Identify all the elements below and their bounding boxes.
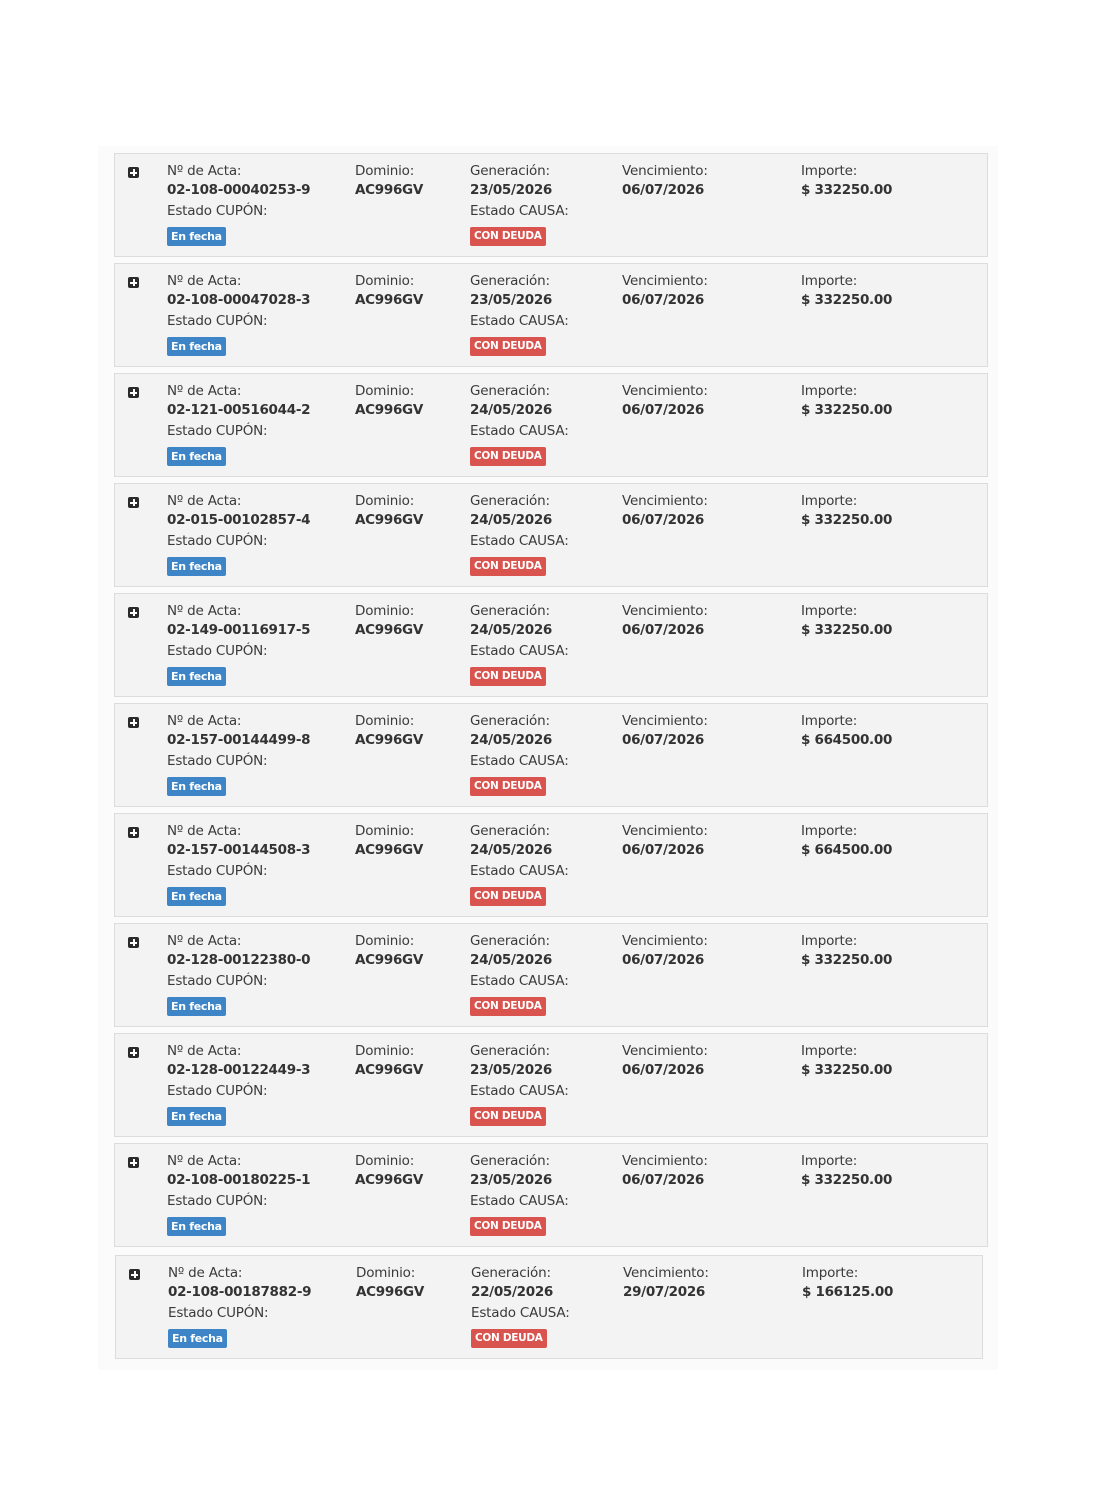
acta-label: Nº de Acta: xyxy=(167,493,242,509)
importe-label: Importe: xyxy=(801,493,858,509)
estado-cupon-badge: En fecha xyxy=(167,667,226,686)
acta-number: 02-108-00040253-9 xyxy=(167,182,311,198)
acta-number: 02-128-00122449-3 xyxy=(167,1062,311,1078)
estado-causa-badge: CON DEUDA xyxy=(470,1217,546,1236)
importe-label: Importe: xyxy=(801,273,858,289)
generacion-value: 24/05/2026 xyxy=(470,842,553,858)
expand-plus-icon[interactable] xyxy=(128,607,139,618)
vencimiento-label: Vencimiento: xyxy=(623,1265,709,1281)
expand-plus-icon[interactable] xyxy=(128,1047,139,1058)
dominio-value: AC996GV xyxy=(355,1062,423,1078)
importe-label: Importe: xyxy=(801,603,858,619)
estado-cupon-label: Estado CUPÓN: xyxy=(168,1305,269,1321)
expand-plus-icon[interactable] xyxy=(128,387,139,398)
generacion-label: Generación: xyxy=(470,713,550,729)
acta-label: Nº de Acta: xyxy=(167,713,242,729)
acta-number: 02-149-00116917-5 xyxy=(167,622,311,638)
acta-label: Nº de Acta: xyxy=(167,1153,242,1169)
dominio-label: Dominio: xyxy=(355,493,415,509)
dominio-value: AC996GV xyxy=(355,512,423,528)
acta-row xyxy=(114,1033,988,1137)
estado-cupon-label: Estado CUPÓN: xyxy=(167,643,268,659)
estado-causa-badge: CON DEUDA xyxy=(471,1329,547,1348)
estado-causa-badge: CON DEUDA xyxy=(470,777,546,796)
dominio-value: AC996GV xyxy=(356,1284,424,1300)
generacion-label: Generación: xyxy=(470,1043,550,1059)
importe-value: $ 332250.00 xyxy=(801,952,893,968)
acta-row xyxy=(114,373,988,477)
acta-row xyxy=(114,263,988,367)
acta-label: Nº de Acta: xyxy=(167,163,242,179)
acta-row xyxy=(115,1255,983,1359)
dominio-label: Dominio: xyxy=(355,933,415,949)
acta-row xyxy=(114,483,988,587)
generacion-value: 23/05/2026 xyxy=(470,1172,553,1188)
estado-cupon-label: Estado CUPÓN: xyxy=(167,863,268,879)
generacion-value: 23/05/2026 xyxy=(470,292,553,308)
generacion-label: Generación: xyxy=(470,493,550,509)
generacion-value: 22/05/2026 xyxy=(471,1284,554,1300)
acta-label: Nº de Acta: xyxy=(167,383,242,399)
estado-cupon-badge: En fecha xyxy=(167,777,226,796)
generacion-value: 24/05/2026 xyxy=(470,952,553,968)
vencimiento-label: Vencimiento: xyxy=(622,163,708,179)
importe-label: Importe: xyxy=(801,163,858,179)
estado-cupon-label: Estado CUPÓN: xyxy=(167,203,268,219)
acta-row xyxy=(114,1143,988,1247)
estado-cupon-label: Estado CUPÓN: xyxy=(167,973,268,989)
estado-causa-badge: CON DEUDA xyxy=(470,337,546,356)
generacion-label: Generación: xyxy=(470,933,550,949)
generacion-value: 23/05/2026 xyxy=(470,182,553,198)
acta-label: Nº de Acta: xyxy=(167,823,242,839)
expand-plus-icon[interactable] xyxy=(128,937,139,948)
dominio-label: Dominio: xyxy=(355,163,415,179)
acta-row xyxy=(114,593,988,697)
estado-cupon-badge: En fecha xyxy=(167,997,226,1016)
expand-plus-icon[interactable] xyxy=(128,497,139,508)
dominio-label: Dominio: xyxy=(355,383,415,399)
importe-value: $ 332250.00 xyxy=(801,512,893,528)
estado-cupon-label: Estado CUPÓN: xyxy=(167,753,268,769)
vencimiento-label: Vencimiento: xyxy=(622,713,708,729)
expand-plus-icon[interactable] xyxy=(128,827,139,838)
vencimiento-value: 06/07/2026 xyxy=(622,402,705,418)
acta-number: 02-121-00516044-2 xyxy=(167,402,311,418)
vencimiento-label: Vencimiento: xyxy=(622,273,708,289)
generacion-value: 23/05/2026 xyxy=(470,1062,553,1078)
importe-value: $ 166125.00 xyxy=(802,1284,894,1300)
importe-label: Importe: xyxy=(801,383,858,399)
expand-plus-icon[interactable] xyxy=(129,1269,140,1280)
acta-number: 02-108-00180225-1 xyxy=(167,1172,311,1188)
estado-cupon-label: Estado CUPÓN: xyxy=(167,313,268,329)
estado-cupon-badge: En fecha xyxy=(167,447,226,466)
importe-value: $ 332250.00 xyxy=(801,182,893,198)
acta-label: Nº de Acta: xyxy=(167,273,242,289)
dominio-value: AC996GV xyxy=(355,182,423,198)
importe-label: Importe: xyxy=(802,1265,859,1281)
generacion-label: Generación: xyxy=(470,273,550,289)
estado-causa-badge: CON DEUDA xyxy=(470,557,546,576)
dominio-value: AC996GV xyxy=(355,402,423,418)
vencimiento-value: 06/07/2026 xyxy=(622,622,705,638)
generacion-value: 24/05/2026 xyxy=(470,512,553,528)
estado-causa-label: Estado CAUSA: xyxy=(471,1305,570,1321)
dominio-value: AC996GV xyxy=(355,952,423,968)
importe-value: $ 332250.00 xyxy=(801,292,893,308)
estado-cupon-badge: En fecha xyxy=(167,887,226,906)
vencimiento-label: Vencimiento: xyxy=(622,933,708,949)
generacion-value: 24/05/2026 xyxy=(470,402,553,418)
acta-label: Nº de Acta: xyxy=(167,1043,242,1059)
estado-causa-label: Estado CAUSA: xyxy=(470,203,569,219)
acta-number: 02-157-00144508-3 xyxy=(167,842,311,858)
estado-causa-badge: CON DEUDA xyxy=(470,667,546,686)
dominio-value: AC996GV xyxy=(355,622,423,638)
dominio-label: Dominio: xyxy=(356,1265,416,1281)
vencimiento-value: 06/07/2026 xyxy=(622,1172,705,1188)
acta-row xyxy=(114,153,988,257)
importe-label: Importe: xyxy=(801,933,858,949)
dominio-value: AC996GV xyxy=(355,732,423,748)
estado-cupon-label: Estado CUPÓN: xyxy=(167,1083,268,1099)
vencimiento-value: 06/07/2026 xyxy=(622,512,705,528)
vencimiento-value: 06/07/2026 xyxy=(622,842,705,858)
estado-causa-label: Estado CAUSA: xyxy=(470,313,569,329)
estado-causa-badge: CON DEUDA xyxy=(470,1107,546,1126)
estado-cupon-badge: En fecha xyxy=(168,1329,227,1348)
estado-cupon-badge: En fecha xyxy=(167,227,226,246)
vencimiento-label: Vencimiento: xyxy=(622,1153,708,1169)
vencimiento-value: 06/07/2026 xyxy=(622,952,705,968)
estado-causa-label: Estado CAUSA: xyxy=(470,973,569,989)
vencimiento-value: 06/07/2026 xyxy=(622,292,705,308)
acta-number: 02-108-00187882-9 xyxy=(168,1284,312,1300)
importe-label: Importe: xyxy=(801,713,858,729)
acta-row xyxy=(114,813,988,917)
importe-value: $ 664500.00 xyxy=(801,842,893,858)
estado-cupon-badge: En fecha xyxy=(167,1107,226,1126)
dominio-label: Dominio: xyxy=(355,1043,415,1059)
acta-row xyxy=(114,703,988,807)
vencimiento-value: 06/07/2026 xyxy=(622,182,705,198)
estado-causa-label: Estado CAUSA: xyxy=(470,863,569,879)
importe-value: $ 332250.00 xyxy=(801,622,893,638)
expand-plus-icon[interactable] xyxy=(128,717,139,728)
estado-causa-badge: CON DEUDA xyxy=(470,447,546,466)
generacion-label: Generación: xyxy=(470,823,550,839)
estado-causa-label: Estado CAUSA: xyxy=(470,533,569,549)
importe-value: $ 332250.00 xyxy=(801,1172,893,1188)
importe-label: Importe: xyxy=(801,1153,858,1169)
estado-cupon-badge: En fecha xyxy=(167,557,226,576)
dominio-label: Dominio: xyxy=(355,273,415,289)
acta-number: 02-108-00047028-3 xyxy=(167,292,311,308)
generacion-label: Generación: xyxy=(470,603,550,619)
estado-cupon-label: Estado CUPÓN: xyxy=(167,423,268,439)
estado-causa-badge: CON DEUDA xyxy=(470,997,546,1016)
generacion-label: Generación: xyxy=(470,1153,550,1169)
estado-causa-label: Estado CAUSA: xyxy=(470,1083,569,1099)
dominio-value: AC996GV xyxy=(355,842,423,858)
dominio-value: AC996GV xyxy=(355,1172,423,1188)
dominio-label: Dominio: xyxy=(355,1153,415,1169)
estado-cupon-label: Estado CUPÓN: xyxy=(167,533,268,549)
vencimiento-label: Vencimiento: xyxy=(622,1043,708,1059)
generacion-value: 24/05/2026 xyxy=(470,622,553,638)
importe-value: $ 332250.00 xyxy=(801,1062,893,1078)
importe-label: Importe: xyxy=(801,1043,858,1059)
generacion-label: Generación: xyxy=(470,383,550,399)
generacion-value: 24/05/2026 xyxy=(470,732,553,748)
estado-causa-label: Estado CAUSA: xyxy=(470,753,569,769)
importe-value: $ 664500.00 xyxy=(801,732,893,748)
expand-plus-icon[interactable] xyxy=(128,1157,139,1168)
generacion-label: Generación: xyxy=(471,1265,551,1281)
expand-plus-icon[interactable] xyxy=(128,167,139,178)
estado-cupon-badge: En fecha xyxy=(167,337,226,356)
acta-row xyxy=(114,923,988,1027)
dominio-label: Dominio: xyxy=(355,823,415,839)
vencimiento-value: 06/07/2026 xyxy=(622,1062,705,1078)
estado-cupon-badge: En fecha xyxy=(167,1217,226,1236)
dominio-label: Dominio: xyxy=(355,713,415,729)
expand-plus-icon[interactable] xyxy=(128,277,139,288)
vencimiento-label: Vencimiento: xyxy=(622,603,708,619)
vencimiento-label: Vencimiento: xyxy=(622,823,708,839)
vencimiento-label: Vencimiento: xyxy=(622,493,708,509)
estado-causa-badge: CON DEUDA xyxy=(470,227,546,246)
acta-label: Nº de Acta: xyxy=(167,933,242,949)
estado-cupon-label: Estado CUPÓN: xyxy=(167,1193,268,1209)
vencimiento-value: 29/07/2026 xyxy=(623,1284,706,1300)
acta-number: 02-128-00122380-0 xyxy=(167,952,311,968)
dominio-value: AC996GV xyxy=(355,292,423,308)
acta-label: Nº de Acta: xyxy=(167,603,242,619)
acta-number: 02-157-00144499-8 xyxy=(167,732,311,748)
vencimiento-value: 06/07/2026 xyxy=(622,732,705,748)
importe-value: $ 332250.00 xyxy=(801,402,893,418)
generacion-label: Generación: xyxy=(470,163,550,179)
estado-causa-label: Estado CAUSA: xyxy=(470,1193,569,1209)
importe-label: Importe: xyxy=(801,823,858,839)
estado-causa-label: Estado CAUSA: xyxy=(470,423,569,439)
dominio-label: Dominio: xyxy=(355,603,415,619)
estado-causa-label: Estado CAUSA: xyxy=(470,643,569,659)
acta-number: 02-015-00102857-4 xyxy=(167,512,311,528)
vencimiento-label: Vencimiento: xyxy=(622,383,708,399)
acta-label: Nº de Acta: xyxy=(168,1265,243,1281)
estado-causa-badge: CON DEUDA xyxy=(470,887,546,906)
